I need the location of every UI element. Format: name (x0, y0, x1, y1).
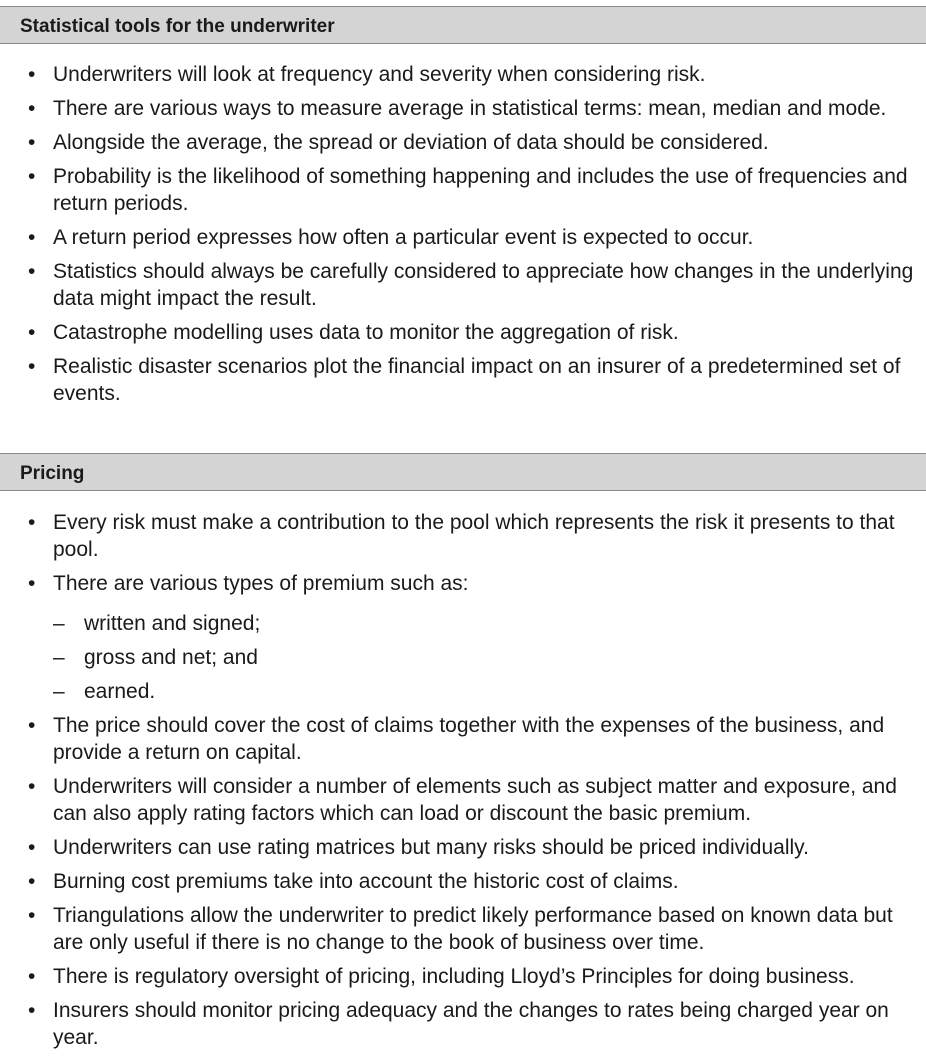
sub-list-item: – written and signed; (53, 612, 261, 635)
bullet-icon: • (28, 836, 36, 859)
bullet-icon: • (28, 904, 36, 927)
dash-icon: – (53, 612, 65, 635)
pricing-list (0, 509, 926, 1058)
list-item: • Burning cost premiums take into account the historic cost of claims. (28, 870, 679, 893)
list-item: • A return period expresses how often a particular event is expected to occur. (28, 226, 754, 249)
bullet-icon: • (28, 226, 36, 249)
list-item: • Insurers should monitor pricing adequacy and the changes to rates being charged year on year. (28, 999, 889, 1049)
list-item: • Alongside the average, the spread or deviation of data should be considered. (28, 131, 769, 154)
list-item: • There are various types of premium such as: (28, 572, 469, 595)
statistical-tools-list (0, 61, 926, 414)
list-item: • Statistics should always be carefully considered to appreciate how changes in the underlying data might impact the result. (28, 260, 914, 310)
dash-icon: – (53, 646, 65, 669)
bullet-icon: • (28, 97, 36, 120)
bullet-icon: • (28, 999, 36, 1022)
sub-list-item: – gross and net; and (53, 646, 258, 669)
bullet-icon: • (28, 775, 36, 798)
bullet-icon: • (28, 355, 36, 378)
bullet-icon: • (28, 63, 36, 86)
list-item: • Catastrophe modelling uses data to monitor the aggregation of risk. (28, 321, 679, 344)
bullet-icon: • (28, 321, 36, 344)
sub-list-item: – earned. (53, 680, 156, 703)
section-header-pricing (0, 453, 926, 491)
bullet-icon: • (28, 165, 36, 188)
bullet-icon: • (28, 965, 36, 988)
section-header-statistical-tools (0, 6, 926, 44)
list-item: • Every risk must make a contribution to the pool which represents the risk it presents to that pool. (28, 511, 895, 561)
list-item: • There are various ways to measure average in statistical terms: mean, median and mode. (28, 97, 887, 120)
bullet-icon: • (28, 870, 36, 893)
bullet-icon: • (28, 714, 36, 737)
section-title: Statistical tools for the underwriter (20, 16, 335, 37)
bullet-icon: • (28, 131, 36, 154)
list-item: • Underwriters will consider a number of elements such as subject matter and exposure, and can also apply rating factors which can load or discount the basic premium. (28, 775, 897, 825)
list-item: • Underwriters will look at frequency and severity when considering risk. (28, 63, 706, 86)
list-item: • Underwriters can use rating matrices but many risks should be priced individually. (28, 836, 809, 859)
bullet-icon: • (28, 511, 36, 534)
section-title: Pricing (20, 463, 85, 484)
list-item: • Triangulations allow the underwriter to predict likely performance based on known data but are only useful if there is no change to the book of business over time. (28, 904, 893, 954)
bullet-icon: • (28, 572, 36, 595)
list-item: • Realistic disaster scenarios plot the financial impact on an insurer of a predetermined set of events. (28, 355, 901, 405)
bullet-icon: • (28, 260, 36, 283)
list-item: • There is regulatory oversight of pricing, including Lloyd’s Principles for doing business. (28, 965, 855, 988)
list-item: • Probability is the likelihood of something happening and includes the use of frequencies and return periods. (28, 165, 908, 215)
dash-icon: – (53, 680, 65, 703)
list-item: • The price should cover the cost of claims together with the expenses of the business, and provide a return on capital. (28, 714, 885, 764)
